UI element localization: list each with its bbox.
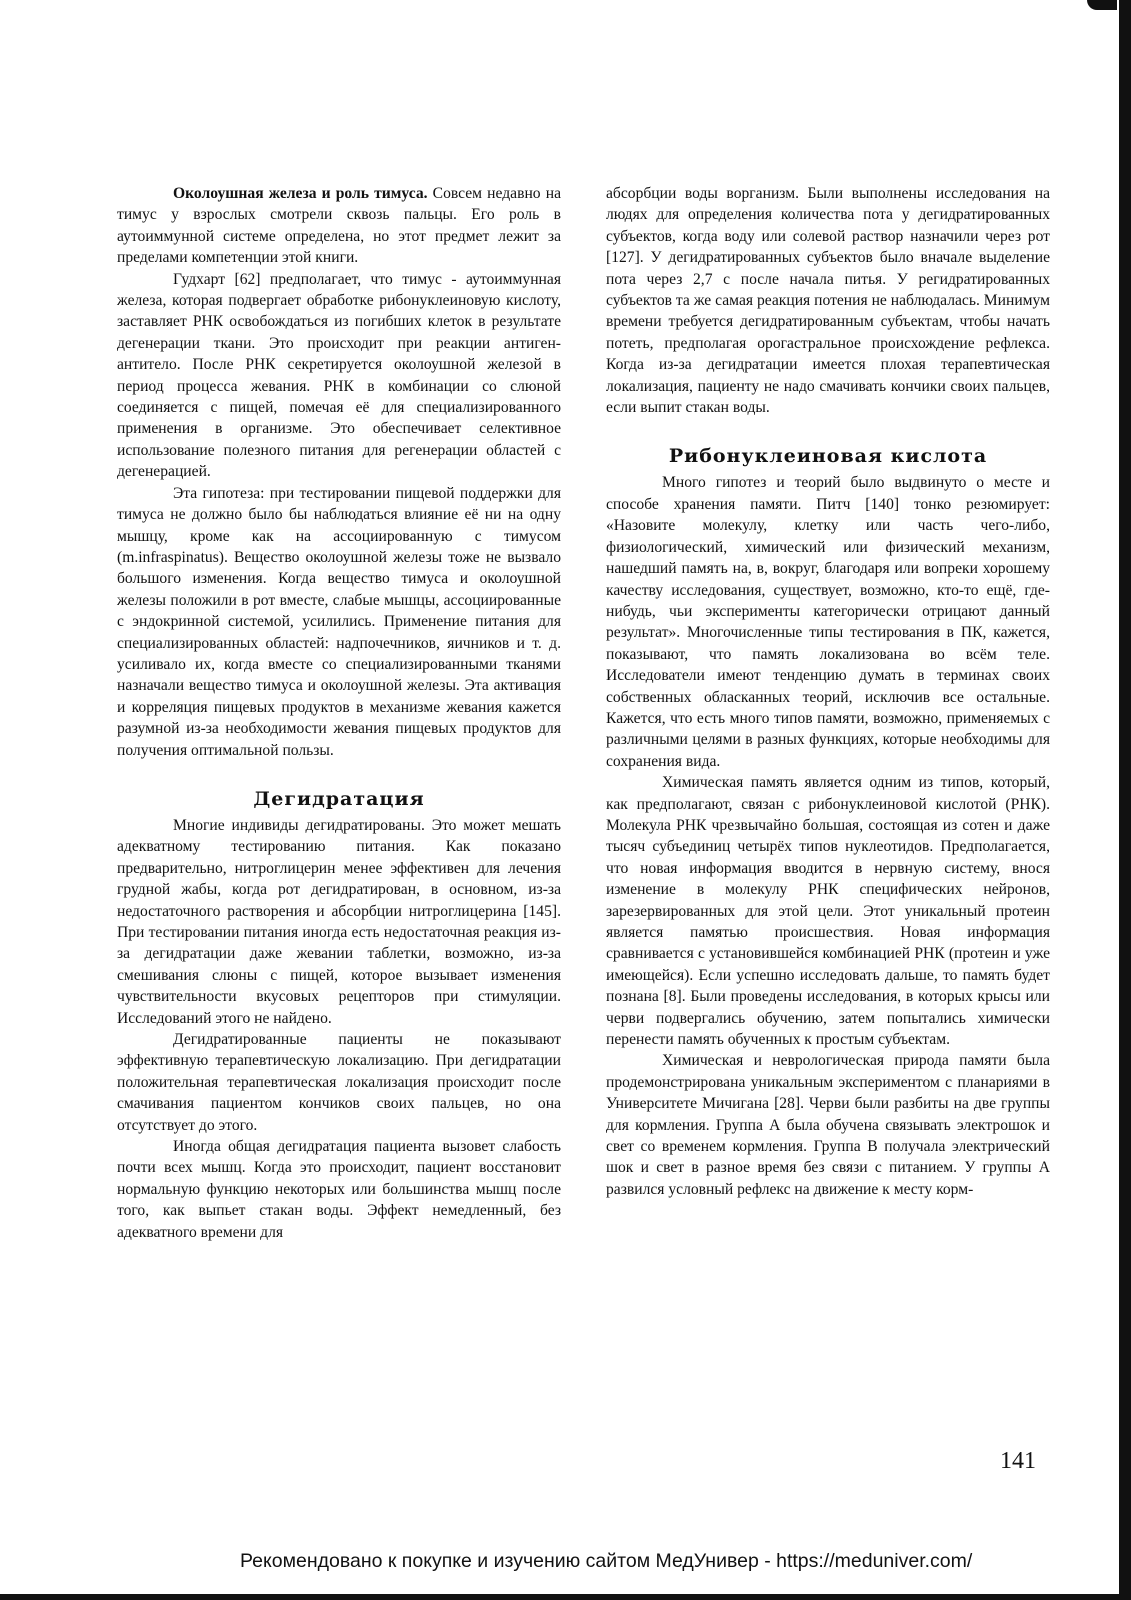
paragraph: Гудхарт [62] предполагает, что тимус - аутоиммунная железа, которая подвергает обработке рибонуклеиновую кислоту, заставляет РНК освобождаться из погибших клеток в результате дегенерации ткани. Это происходит при реакции антиген-антитело. После РНК секретируется околоушной железой в период процесса жевания. РНК в комбинации со слюной соединяется с пищей, помечая её для специализированного применения в организме. Это обеспечивает селективное использование полезного питания для регенерации областей с дегенерацией. <box>117 270 561 481</box>
left-column <box>117 183 561 1243</box>
paragraph: Химическая память является одним из типов, который, как предполагают, связан с рибонуклеиновой кислотой (РНК). Молекула РНК чрезвычайно большая, состоящая из сотен и даже тысяч субъединиц четырёх типов нуклеотидов. Предполагается, что новая информация вводится в нервную систему, внося изменение в молекулу РНК специфических нейронов, зарезервированных для этой цели. Этот уникальный протеин является памятью происшествия. Новая информация сравнивается с установившейся комбинацией РНК (протеин и уже имеющейся). Если успешно исследовать дальше, то память будет познана [8]. Были проведены исследования, в которых крысы или черви подвергались обучению, затем попытались химически перенести память обученных к простым субъектам. <box>606 774 1050 1049</box>
scan-edge-right <box>1119 0 1131 1600</box>
paragraph-lead: Околоушная железа и роль тимуса. <box>173 185 428 202</box>
paragraph: Много гипотез и теорий было выдвинуто о месте и способе хранения памяти. Питч [140] тонко резюмирует: «Назовите молекулу, клетку или часть чего-либо, физиологический, химический или физический механизм, нашедший память на, в, вокруг, благодаря или вопреки хорошему качеству исследования, существует, возможно, кто-то ещё, где-нибудь, чьи эксперименты категорически отрицают данный результат». Многочисленные типы тестирования в ПК, кажется, показывают, что память локализована во всём теле. Исследователи имеют тенденцию думать в терминах своих собственных обласканных теорий, исключив все остальные. Кажется, что есть много типов памяти, возможно, применяемых с различными целями в разных функциях, которые необходимы для сохранения вида. <box>606 474 1050 770</box>
page-number: 141 <box>1000 1448 1036 1474</box>
section-heading: Рибонуклеиновая кислота <box>668 445 988 468</box>
paragraph: Дегидратированные пациенты не показывают эффективную терапевтическую локализацию. При дегидратации положительная терапевтическая локализация происходит после смачивания пациентом кончиков своих пальцев, но она отсутствует до этого. <box>117 1031 561 1134</box>
paragraph: Иногда общая дегидратация пациента вызовет слабость почти всех мышц. Когда это происходит, пациент восстановит нормальную функцию некоторых или большинства мышц после того, как выпьет стакан воды. Эффект немедленный, без адекватного времени для <box>117 1138 561 1241</box>
paragraph: Эта гипотеза: при тестировании пищевой поддержки для тимуса не должно было бы наблюдаться влияние её ни на одну мышцу, кроме как на ассоциированную с тимусом (m.infraspinatus). Вещество околоушной железы тоже не вызвало большого изменения. Когда вещество тимуса и околоушной железы положили в рот вместе, слабые мышцы, ассоциированные с эндокринной системой, усилились. Применение питания для специализированных областей: надпочечников, яичников и т. д. усиливало их, когда вместе со специализированными тканями назначали вещество тимуса и околоушной железы. Эта активация и корреляция пищевых продуктов в механизме жевания кажется разумной из-за необходимости жевания пищевых продуктов для получения оптимальной пользы. <box>117 484 561 759</box>
paragraph: абсорбции воды ворганизм. Были выполнены исследования на людях для определения количества пота у дегидратированных субъектов, когда воду или солевой раствор назначили через рот [127]. У дегидратированных субъектов было вначале выделение пота через 2,7 с после начала питья. У регидратированных субъектов та же самая реакция потения не наблюдалась. Минимум времени требуется дегидратированным субъектам, чтобы начать потеть, предполагая орогастральное происхождение рефлекса. Когда из-за дегидратации имеется плохая терапевтическая локализация, пациенту не надо смачивать кончики своих пальцев, если выпит стакан воды. <box>606 185 1050 417</box>
scan-corner-mark <box>1087 0 1117 10</box>
paragraph-text: Совсем недавно на тимус у взрослых смотрели сквозь пальцы. Его роль в аутоиммунной системе определена, но этот предмет лежит за пределами компетенции этой книги. <box>117 185 561 267</box>
paragraph: Многие индивиды дегидратированы. Это может мешать адекватному тестированию питания. Как показано предварительно, нитроглицерин менее эффективен для лечения грудной жабы, когда рот дегидратирован, в основном, из-за недостаточного растворения и абсорбции нитроглицерина [145]. При тестировании питания иногда есть недостаточная реакция из-за дегидратации даже жевании таблетки, возможно, из-за смешивания слюны с пищей, которое вызывает изменения чувствительности вкусовых рецепторов при стимуляции. Исследований этого не найдено. <box>117 816 561 1027</box>
scan-edge-bottom <box>0 1594 1131 1600</box>
section-heading: Дегидратация <box>253 787 425 810</box>
right-column <box>606 183 1050 1200</box>
footer-watermark: Рекомендовано к покупке и изучению сайтом МедУнивер - https://meduniver.com/ <box>240 1550 973 1572</box>
paragraph <box>117 183 561 269</box>
paragraph: Химическая и неврологическая природа памяти была продемонстрирована уникальным экспериментом с планариями в Университете Мичигана [28]. Черви были разбиты на две группы для кормления. Группа А была обучена связывать электрошок и свет со временем кормления. Группа В получала электрический шок и свет в разное время без связи с питанием. У группы А развился условный рефлекс на движение к месту корм- <box>606 1052 1050 1198</box>
